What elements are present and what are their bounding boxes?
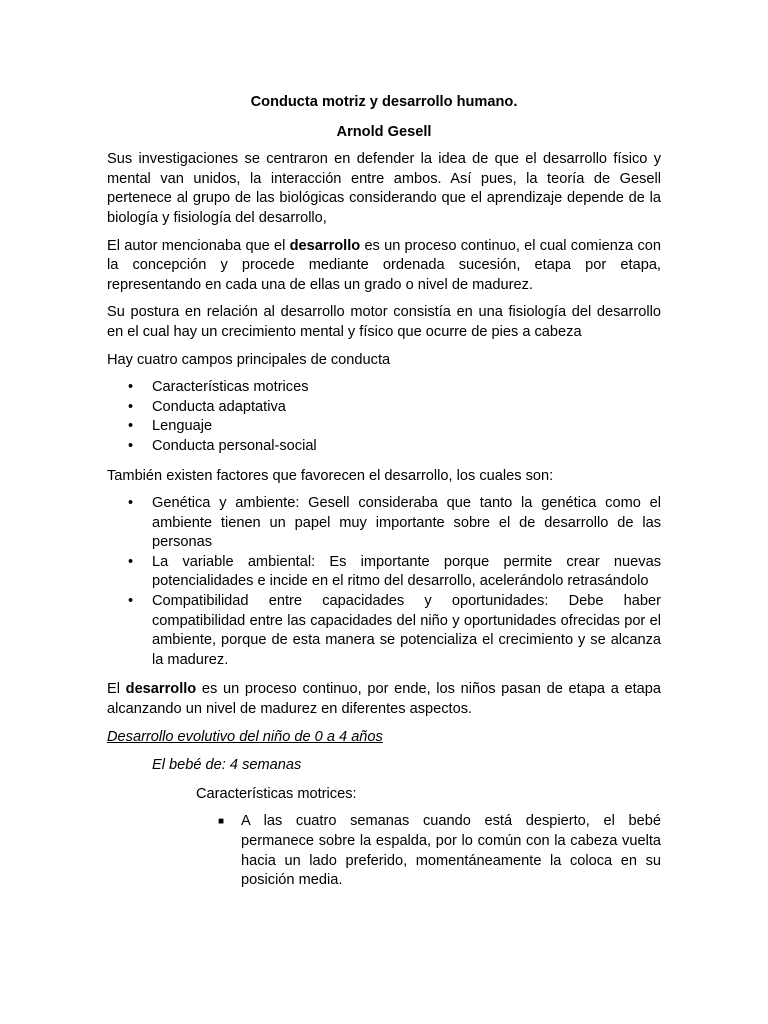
paragraph-text: El autor mencionaba que el xyxy=(107,237,290,254)
paragraph-fields-intro: Hay cuatro campos principales de conducta xyxy=(107,351,391,368)
paragraph-motor-posture: Su postura en relación al desarrollo motor consistía en una fisiología del desarrollo en el cual hay un crecimiento mental y físico que ocurre de pies a cabeza xyxy=(107,304,661,340)
square-bullet-icon: ■ xyxy=(218,816,225,828)
list-item xyxy=(107,398,661,418)
list-item xyxy=(107,553,661,592)
bullet-icon: • xyxy=(128,398,134,415)
document-title: Conducta motriz y desarrollo humano. xyxy=(250,94,518,110)
paragraph-development-process xyxy=(107,237,661,296)
factors-list xyxy=(107,494,661,670)
paragraph-intro: Sus investigaciones se centraron en defender la idea de que el desarrollo físico y mental van unidos, la interacción entre ambos. Así pues, la teoría de Gesell pertenece al grupo de las biológicas considerando que el aprendizaje depende de la biología y fisiología del desarrollo, xyxy=(107,151,661,226)
list-item xyxy=(107,437,661,457)
document-author: Arnold Gesell xyxy=(336,123,432,140)
list-item xyxy=(196,812,661,890)
subsubsection-heading: Características motrices: xyxy=(196,785,357,802)
bullet-icon: • xyxy=(128,379,134,396)
subsection-heading: El bebé de: 4 semanas xyxy=(152,757,302,774)
list-item-text: A las cuatro semanas cuando está despierto, el bebé permanece sobre la espalda, por lo común con la cabeza vuelta hacia un lado preferido, momentáneamente la coloca en su posición media. xyxy=(241,813,661,889)
list-item-text: Compatibilidad entre capacidades y oportunidades: Debe haber compatibilidad entre las capacidades del niño y oportunidades ofrecidas por el ambiente, porque de esta manera se potencializa el crecimiento y se alcanza la madurez. xyxy=(152,593,661,668)
conduct-fields-list xyxy=(107,378,661,456)
list-item xyxy=(107,417,661,437)
bullet-icon: • xyxy=(128,418,134,435)
list-item-text: Características motrices xyxy=(152,379,309,396)
paragraph-text: es un proceso continuo, el cual comienza con la concepción y procede mediante ordenada sucesión, etapa por etapa, representando en cada una de ellas un grado o nivel de madurez. xyxy=(107,237,661,293)
list-item-text: Genética y ambiente: Gesell consideraba que tanto la genética como el ambiente tienen un papel muy importante sobre el de desarrollo de las personas xyxy=(152,495,661,551)
paragraph-development-continuous xyxy=(107,680,661,719)
motor-characteristics-list xyxy=(196,812,661,890)
list-item xyxy=(107,592,661,670)
bold-term: desarrollo xyxy=(125,681,197,698)
paragraph-factors-intro: También existen factores que favorecen el desarrollo, los cuales son: xyxy=(107,467,554,484)
bullet-icon: • xyxy=(128,495,134,512)
section-heading: Desarrollo evolutivo del niño de 0 a 4 años xyxy=(107,728,383,745)
list-item-text: Conducta adaptativa xyxy=(152,398,286,415)
list-item xyxy=(107,378,661,398)
bullet-icon: • xyxy=(128,593,134,610)
list-item-text: La variable ambiental: Es importante porque permite crear nuevas potencialidades e incide en el ritmo del desarrollo, acelerándolo retrasándolo xyxy=(152,553,661,590)
bullet-icon: • xyxy=(128,437,134,454)
list-item xyxy=(107,494,661,553)
bold-term: desarrollo xyxy=(289,237,361,254)
list-item-text: Lenguaje xyxy=(152,418,213,435)
paragraph-text: El xyxy=(107,681,126,698)
list-item-text: Conducta personal-social xyxy=(152,437,317,454)
paragraph-text: es un proceso continuo, por ende, los niños pasan de etapa a etapa alcanzando un nivel de madurez en diferentes aspectos. xyxy=(107,681,662,718)
bullet-icon: • xyxy=(128,553,134,570)
document-body xyxy=(107,93,661,901)
